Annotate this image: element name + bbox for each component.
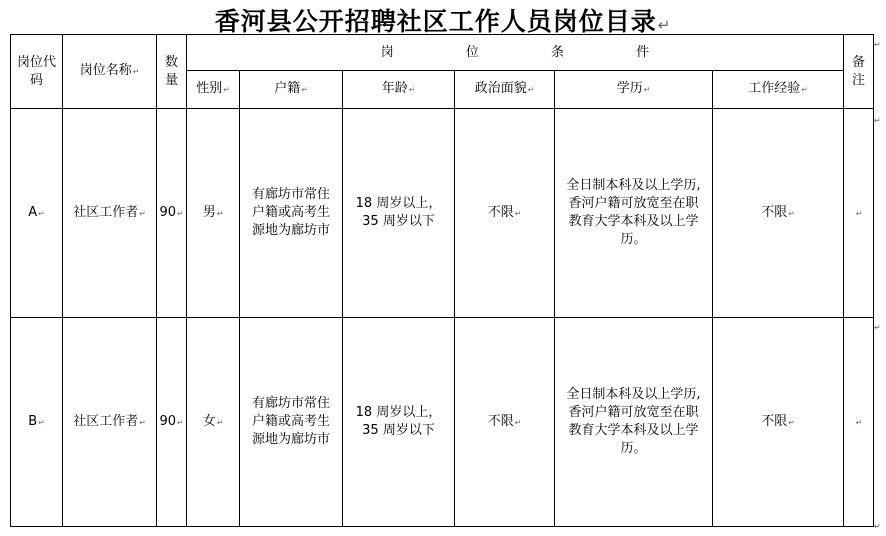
header-row-top	[11, 35, 874, 71]
paragraph-mark-icon: ↵	[216, 208, 224, 218]
row-experience	[713, 109, 844, 318]
paragraph-mark-icon: ↵	[801, 85, 808, 94]
paragraph-mark-icon: ↵	[223, 85, 230, 94]
row-age	[343, 109, 455, 318]
header-age	[343, 71, 455, 109]
paragraph-mark-icon: ↵	[788, 417, 795, 427]
header-gender	[187, 71, 240, 109]
row-age-value: 18 周岁以上，35 周岁以下	[355, 405, 442, 438]
paragraph-mark-icon: ↵	[132, 67, 140, 76]
row-experience-value: 不限	[761, 413, 788, 429]
row-code	[11, 318, 63, 527]
row-education	[555, 318, 713, 527]
row-political-value: 不限	[487, 413, 514, 429]
position-table	[10, 34, 874, 527]
paragraph-mark-icon: ↵	[216, 417, 224, 427]
row-experience	[713, 318, 844, 527]
paragraph-mark-icon: ↵	[139, 208, 146, 218]
row-name	[63, 109, 157, 318]
row-name	[63, 318, 157, 527]
row-political	[455, 109, 555, 318]
row-name-value: 社区工作者	[73, 413, 139, 429]
table-row	[11, 109, 874, 318]
row-gender	[187, 318, 240, 527]
header-remarks-label: 备注	[851, 54, 865, 88]
paragraph-mark-icon: ↵	[527, 85, 535, 94]
row-age-value: 18 周岁以上，35 周岁以下	[355, 196, 442, 229]
paragraph-mark-icon: ↵	[38, 417, 45, 427]
header-conditions-label: 岗 位 条 件	[380, 44, 684, 60]
row-code	[11, 109, 63, 318]
row-hukou-value: 有廊坊市常住户籍或高考生源地为廊坊市	[252, 187, 331, 238]
header-hukou	[240, 71, 343, 109]
row-count-value: 90	[159, 204, 176, 220]
row-code-value: A	[28, 204, 38, 220]
paragraph-mark-icon: ↵	[657, 16, 672, 34]
row-hukou	[240, 318, 343, 527]
row-education-value: 全日制本科及以上学历,香河户籍可放宽至在职教育大学本科及以上学历。	[566, 387, 701, 456]
header-education	[555, 71, 713, 109]
row-hukou-value: 有廊坊市常住户籍或高考生源地为廊坊市	[252, 396, 331, 447]
row-gender-value: 女	[202, 413, 216, 429]
row-education	[555, 109, 713, 318]
paragraph-mark-icon: ↵	[408, 85, 416, 94]
row-end-mark-icon: ↵	[874, 323, 881, 332]
paragraph-mark-icon: ↵	[38, 208, 45, 218]
row-experience-value: 不限	[761, 204, 788, 220]
paragraph-mark-icon: ↵	[301, 85, 308, 94]
row-count	[157, 318, 187, 527]
table-row	[11, 318, 874, 527]
row-remarks	[844, 109, 874, 318]
header-count-label: 数量	[164, 54, 178, 88]
header-conditions	[187, 35, 844, 71]
header-name-label: 岗位名称	[79, 63, 132, 78]
header-experience-label: 工作经验	[748, 81, 801, 96]
header-political	[455, 71, 555, 109]
header-hukou-label: 户籍	[274, 81, 301, 96]
row-end-mark-icon: ↵	[874, 40, 881, 49]
row-end-mark-icon: ↵	[874, 522, 881, 531]
row-count	[157, 109, 187, 318]
header-code	[11, 35, 63, 109]
header-count	[157, 35, 187, 109]
paragraph-mark-icon: ↵	[788, 208, 795, 218]
paragraph-mark-icon: ↵	[514, 417, 522, 427]
header-political-label: 政治面貌	[474, 81, 527, 96]
row-gender	[187, 109, 240, 318]
row-age	[343, 318, 455, 527]
paragraph-mark-icon: ↵	[855, 417, 863, 427]
header-age-label: 年龄	[381, 81, 408, 96]
page-title-text: 香河县公开招聘社区工作人员岗位目录	[214, 7, 657, 36]
row-hukou	[240, 109, 343, 318]
header-name	[63, 35, 157, 109]
row-count-value: 90	[159, 413, 176, 429]
row-political	[455, 318, 555, 527]
row-gender-value: 男	[202, 204, 216, 220]
paragraph-mark-icon: ↵	[855, 208, 863, 218]
row-code-value: B	[28, 413, 38, 429]
row-political-value: 不限	[487, 204, 514, 220]
paragraph-mark-icon: ↵	[139, 417, 146, 427]
header-remarks	[844, 35, 874, 109]
row-end-mark-icon: ↵	[874, 116, 881, 125]
row-education-value: 全日制本科及以上学历,香河户籍可放宽至在职教育大学本科及以上学历。	[566, 178, 701, 247]
header-education-label: 学历	[616, 81, 643, 96]
page-title	[0, 2, 886, 38]
row-name-value: 社区工作者	[73, 204, 139, 220]
paragraph-mark-icon: ↵	[643, 85, 651, 94]
paragraph-mark-icon: ↵	[177, 417, 184, 427]
paragraph-mark-icon: ↵	[177, 208, 184, 218]
header-code-label: 岗位代码	[16, 54, 56, 88]
header-gender-label: 性别	[196, 81, 223, 96]
paragraph-mark-icon: ↵	[514, 208, 522, 218]
header-experience	[713, 71, 844, 109]
row-remarks	[844, 318, 874, 527]
